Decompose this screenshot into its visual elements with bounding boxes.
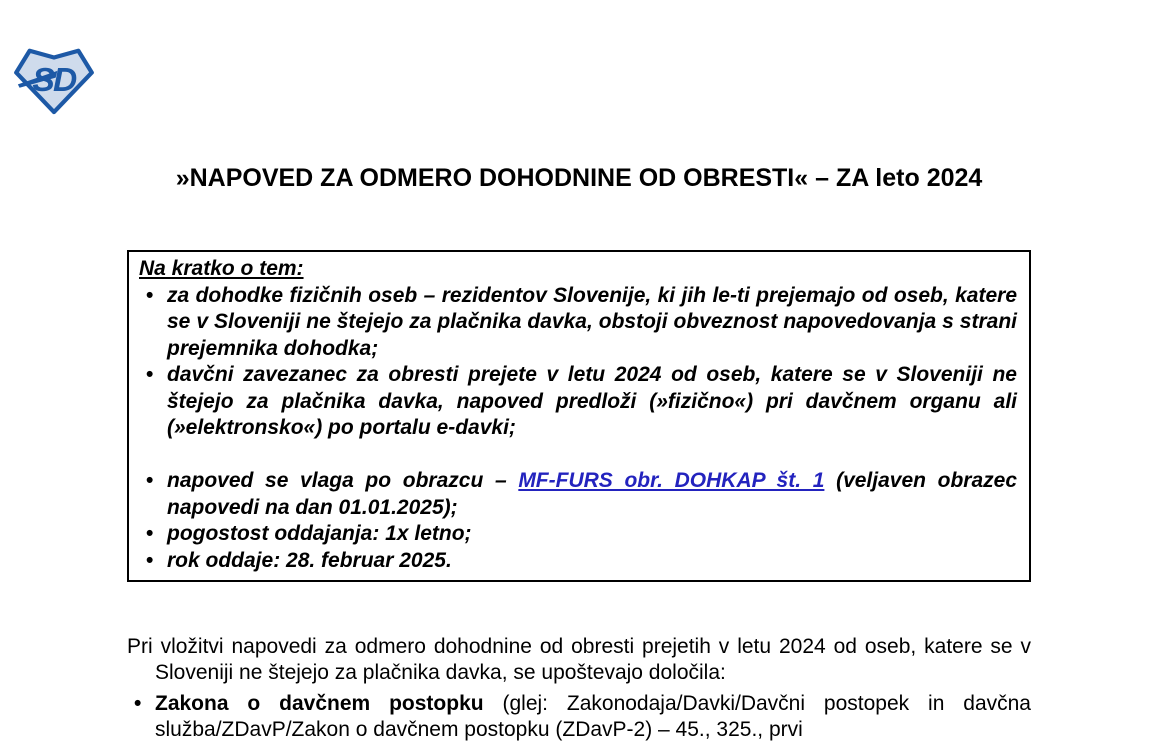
list-item-residents <box>139 283 1017 363</box>
intro-paragraph: Pri vložitvi napovedi za odmero dohodnine od obresti prejetih v letu 2024 od oseb, katere se v Sloveniji ne štejejo za plačnika davka, se upoštevajo določila: <box>127 635 1031 684</box>
info-bullet-list <box>139 283 1017 575</box>
list-item-form <box>139 468 1017 521</box>
document-title: »NAPOVED ZA ODMERO DOHODNINE OD OBRESTI« – ZA leto 2024 <box>175 164 983 192</box>
list-item-deadline <box>139 548 1017 575</box>
list-item-text: (veljaven obrazec napovedi na dan 01.01.2025); <box>167 469 1018 519</box>
list-item-tax-procedure-act <box>127 691 1031 743</box>
list-item-text: pogostost oddajanja: 1x letno; <box>167 522 472 545</box>
list-item-text: rok oddaje: 28. februar 2025. <box>167 548 452 572</box>
list-item-text: za dohodke fizičnih oseb – rezidentov Slovenije, ki jih le-ti prejemajo od oseb, katere se v Sloveniji ne štejejo za plačnika davka, obstoji obveznost napovedovanja s strani prejemnika dohodka; <box>167 283 1017 360</box>
list-item-text: napoved se vlaga po obrazcu – <box>167 469 519 492</box>
legal-act-detail: (glej: Zakonodaja/Davki/Davčni postopek in davčna služba/ZDavP/Zakon o davčnem postopku (ZDavP-2) – 45., 325., prvi <box>155 692 1031 741</box>
list-item-taxpayer <box>139 362 1017 442</box>
list-item-text: davčni zavezanec za obresti prejete v letu 2024 od oseb, katere se v Sloveniji ne štejejo za plačnika davka, napoved predloži (»fizično«) pri davčnem organu ali (»elektronsko«) po portalu e-davki; <box>167 363 1017 439</box>
legal-act-name: Zakona o davčnem postopku <box>155 692 484 715</box>
logo-text: SD <box>32 62 76 100</box>
info-box-heading: Na kratko o tem: <box>139 257 304 280</box>
document-content <box>127 0 1031 743</box>
legal-bullet-list <box>127 691 1031 743</box>
dohkap-form-link[interactable]: MF-FURS obr. DOHKAP št. 1 <box>518 469 825 492</box>
list-item-frequency <box>139 521 1017 548</box>
summary-info-box <box>127 250 1031 582</box>
sd-logo <box>12 45 96 117</box>
